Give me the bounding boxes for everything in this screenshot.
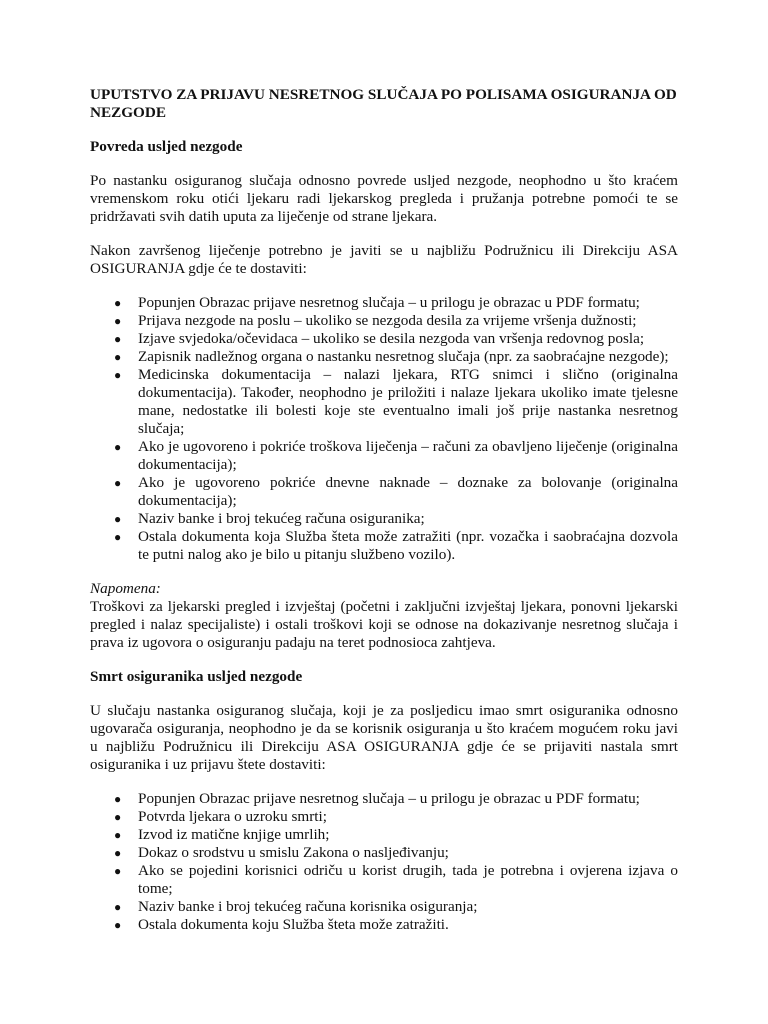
bullet-icon: ● <box>114 918 122 932</box>
list-item-text: Popunjen Obrazac prijave nesretnog slučaja – u prilogu je obrazac u PDF formatu; <box>138 790 640 807</box>
list-item <box>114 438 678 474</box>
list-item-text: Ostala dokumenta koju Služba šteta može zatražiti. <box>138 916 449 933</box>
bullet-icon: ● <box>114 828 122 842</box>
list-item-text: Medicinska dokumentacija – nalazi ljekara, RTG snimci i slično (originalna dokumentacija). Također, neophodno je priložiti i nalaze ljekara ukoliko imate tjelesne mane, nedostatke ili bolesti koje ste eventualno imali još prije nastanka nesretnog slučaja; <box>138 366 678 437</box>
list-item-text: Ostala dokumenta koja Služba šteta može zatražiti (npr. vozačka i saobraćajna dozvola te putni nalog ako je bilo u pitanju službeno vozilo). <box>138 528 678 563</box>
list-item-text: Prijava nezgode na poslu – ukoliko se nezgoda desila za vrijeme vršenja dužnosti; <box>138 312 637 329</box>
list-item <box>114 826 678 844</box>
injury-document-list <box>90 294 678 564</box>
bullet-icon: ● <box>114 350 122 364</box>
list-item <box>114 474 678 510</box>
list-item <box>114 348 678 366</box>
list-item-text: Dokaz o srodstvu u smislu Zakona o nasljeđivanju; <box>138 844 449 861</box>
bullet-icon: ● <box>114 900 122 914</box>
note-label: Napomena: <box>90 580 161 597</box>
bullet-icon: ● <box>114 512 122 526</box>
bullet-icon: ● <box>114 440 122 454</box>
bullet-icon: ● <box>114 314 122 328</box>
injury-intro-paragraph: Po nastanku osiguranog slučaja odnosno povrede usljed nezgode, neophodno u što kraćem vremenskom roku otići ljekaru radi ljekarskog pregleda i pružanja potrebne pomoći te se pridržavati svih datih uputa za liječenje od strane ljekara. <box>90 172 678 225</box>
list-item <box>114 528 678 564</box>
bullet-icon: ● <box>114 864 122 878</box>
list-item <box>114 844 678 862</box>
list-item-text: Izjave svjedoka/očevidaca – ukoliko se desila nezgoda van vršenja redovnog posla; <box>138 330 645 347</box>
list-item <box>114 294 678 312</box>
list-item-text: Ako se pojedini korisnici odriču u korist drugih, tada je potrebna i ovjerena izjava o tome; <box>138 862 678 897</box>
section-heading-injury: Povreda usljed nezgode <box>90 138 243 155</box>
bullet-icon: ● <box>114 810 122 824</box>
document-page <box>90 86 678 950</box>
bullet-icon: ● <box>114 530 122 544</box>
list-item <box>114 790 678 808</box>
document-title: UPUTSTVO ZA PRIJAVU NESRETNOG SLUČAJA PO POLISAMA OSIGURANJA OD NEZGODE <box>90 86 677 121</box>
list-item-text: Potvrda ljekara o uzroku smrti; <box>138 808 327 825</box>
list-item <box>114 898 678 916</box>
list-item-text: Naziv banke i broj tekućeg računa osiguranika; <box>138 510 425 527</box>
list-item <box>114 862 678 898</box>
bullet-icon: ● <box>114 846 122 860</box>
list-item <box>114 510 678 528</box>
death-document-list <box>90 790 678 934</box>
list-item-text: Izvod iz matične knjige umrlih; <box>138 826 330 843</box>
note-block <box>90 580 678 652</box>
list-item <box>114 312 678 330</box>
list-item-text: Zapisnik nadležnog organa o nastanku nesretnog slučaja (npr. za saobraćajne nezgode); <box>138 348 669 365</box>
bullet-icon: ● <box>114 332 122 346</box>
list-item <box>114 366 678 438</box>
list-item-text: Popunjen Obrazac prijave nesretnog slučaja – u prilogu je obrazac u PDF formatu; <box>138 294 640 311</box>
death-intro-paragraph: U slučaju nastanka osiguranog slučaja, koji je za posljedicu imao smrt osiguranika odnosno ugovarača osiguranja, neophodno je da se korisnik osiguranja u što kraćem mogućem roku javi u najbližu Podružnicu ili Direkciju ASA OSIGURANJA gdje će se prijaviti nastala smrt osiguranika i uz prijavu štete dostaviti: <box>90 702 678 773</box>
bullet-icon: ● <box>114 476 122 490</box>
list-item <box>114 916 678 934</box>
list-item-text: Ako je ugovoreno i pokriće troškova liječenja – računi za obavljeno liječenje (originalna dokumentacija); <box>138 438 678 473</box>
note-text: Troškovi za ljekarski pregled i izvještaj (početni i zaključni izvještaj ljekara, ponovni ljekarski pregled i nalaz specijaliste) i ostali troškovi koji se odnose na dokazivanje nesretnog slučaja i prava iz ugovora o osiguranju padaju na teret podnosioca zahtjeva. <box>90 598 678 651</box>
list-item <box>114 808 678 826</box>
list-item <box>114 330 678 348</box>
list-item-text: Ako je ugovoreno pokriće dnevne naknade – doznake za bolovanje (originalna dokumentacija); <box>138 474 678 509</box>
section-heading-death: Smrt osiguranika usljed nezgode <box>90 668 303 685</box>
bullet-icon: ● <box>114 368 122 382</box>
list-item-text: Naziv banke i broj tekućeg računa korisnika osiguranja; <box>138 898 478 915</box>
bullet-icon: ● <box>114 792 122 806</box>
injury-submit-paragraph: Nakon završenog liječenje potrebno je javiti se u najbližu Podružnicu ili Direkciju ASA OSIGURANJA gdje će te dostaviti: <box>90 242 678 277</box>
bullet-icon: ● <box>114 296 122 310</box>
